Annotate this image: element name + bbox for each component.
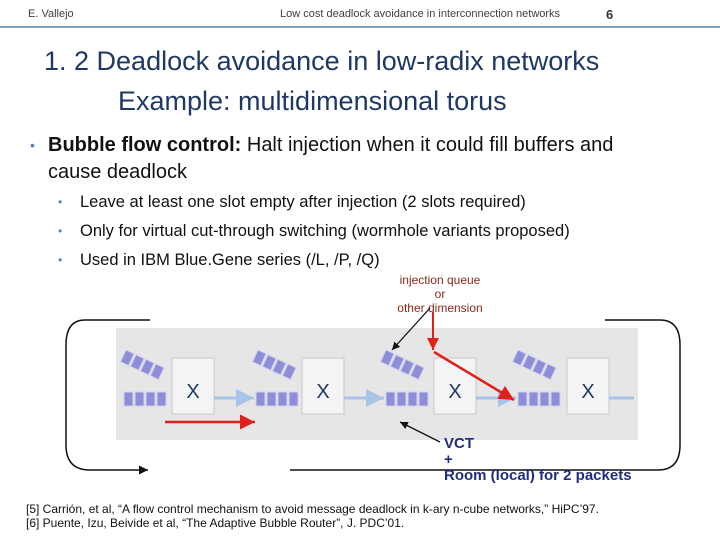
- router-label: X: [448, 381, 462, 403]
- sub-bullet-2: Only for virtual cut-through switching (wormhole variants proposed): [80, 222, 570, 240]
- router-node: [302, 358, 344, 414]
- injection-label-line: injection queue: [399, 273, 481, 287]
- router-label: X: [581, 381, 595, 403]
- sub-bullet-dot: •: [58, 253, 63, 267]
- vct-label: [444, 436, 632, 484]
- injection-label-line: other dimension: [397, 301, 483, 315]
- router-label: X: [186, 381, 200, 403]
- sub-bullet-dot: •: [58, 195, 63, 209]
- bullet-dot: •: [30, 137, 35, 153]
- sub-bullet-3: Used in IBM Blue.Gene series (/L, /P, /Q): [80, 251, 380, 269]
- slide-title: 1. 2 Deadlock avoidance in low-radix networks: [44, 46, 600, 76]
- slide-subtitle: Example: multidimensional torus: [118, 86, 507, 116]
- vct-label-line: VCT: [444, 435, 474, 452]
- reference-5: [5] Carrión, et al, “A flow control mechanism to avoid message deadlock in k-ary n-cube networks,” HiPC’97.: [26, 502, 599, 516]
- router-node: [567, 358, 609, 414]
- vct-label-line: Room (local) for 2 packets: [444, 467, 632, 484]
- reference-6: [6] Puente, Izu, Beivide et al, “The Adaptive Bubble Router”, J. PDC’01.: [26, 516, 405, 530]
- sub-bullet-dot: •: [58, 224, 63, 238]
- sub-bullet-1: Leave at least one slot empty after injection (2 slots required): [80, 193, 526, 211]
- main-bullet-lead: Bubble flow control:: [48, 134, 242, 156]
- router-node: [434, 358, 476, 414]
- talk-title: Low cost deadlock avoidance in interconnection networks: [280, 8, 561, 20]
- page-number: 6: [606, 7, 614, 22]
- router-node: [172, 358, 214, 414]
- injection-label-line: or: [434, 287, 446, 301]
- vct-label-line: +: [444, 451, 453, 468]
- main-bullet-text: Halt injection when it could fill buffers and cause deadlock: [48, 134, 614, 183]
- router-label: X: [316, 381, 330, 403]
- author-label: E. Vallejo: [28, 8, 74, 20]
